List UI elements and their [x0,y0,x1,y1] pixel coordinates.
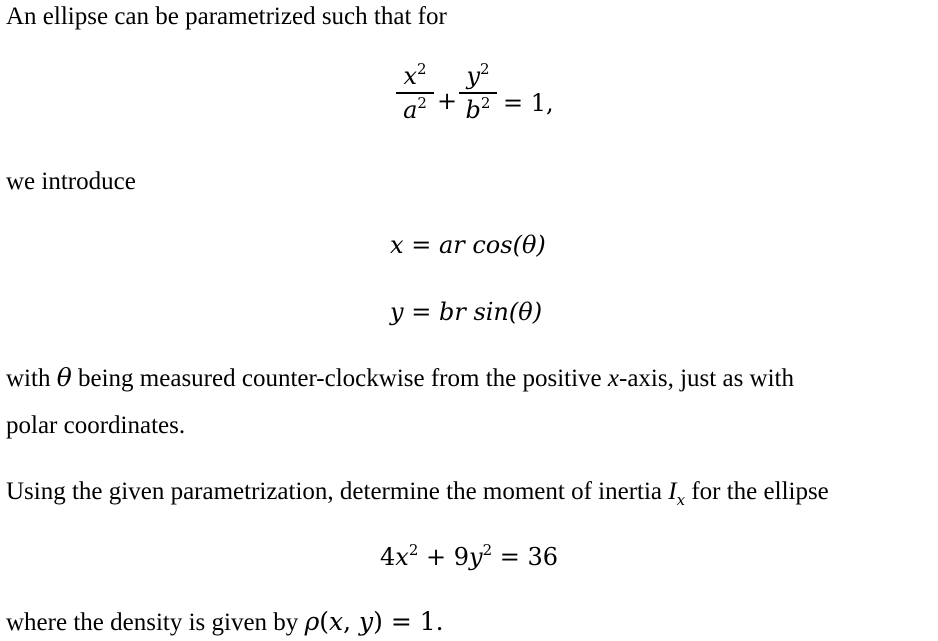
x-parametrization [390,230,546,260]
y-variable: y [390,298,404,326]
x-variable: x [403,62,417,90]
equals-sign: = [411,231,432,259]
rho-symbol: ρ [304,607,320,636]
equation-rhs: = 1, [503,89,554,117]
y-variable: y [466,62,480,90]
y-parametrization [390,297,542,327]
cos-function: cos [472,231,513,259]
moment-of-inertia-symbol: I [668,478,677,505]
fraction-y-over-b [459,62,497,124]
theta-argument: (θ) [512,231,546,259]
b-variable: b [465,95,481,124]
exponent: 2 [417,60,427,78]
a-variable: a [403,95,418,124]
fraction-bar [459,92,497,94]
fraction-x-over-a [396,62,434,124]
specific-ellipse-equation: $4x^2 + 9y^2 = 36$ [380,541,559,571]
theta-description-line1: with θ being measured counter-clockwise from the positive x-axis, just as with [6,363,795,392]
we-introduce-text: we introduce [6,168,136,195]
moment-subscript: x [676,491,686,509]
density-text: where the density is given by ρ(x, y) = 1. [6,607,444,636]
x-axis-variable: x [607,365,620,392]
theta-description-line2: polar coordinates. [6,412,186,439]
exponent: 2 [480,93,491,112]
br-variables: br [438,298,466,326]
sin-function: sin [473,298,509,326]
fraction-bar [396,92,434,94]
exponent: 2 [417,93,427,112]
exponent: 2 [480,60,490,78]
plus-sign: + [437,87,458,115]
intro-text: An ellipse can be parametrized such that for [6,3,447,30]
theta-argument: (θ) [508,298,543,326]
ar-variables: ar [438,231,465,259]
theta-symbol: θ [56,363,72,392]
x-variable: x [390,231,404,259]
y-variable: y [469,543,483,571]
equals-sign: = [411,298,432,326]
question-text: Using the given parametrization, determine the moment of inertia $I_x$ for the ellipse [6,478,829,509]
x-variable: x [395,543,409,571]
